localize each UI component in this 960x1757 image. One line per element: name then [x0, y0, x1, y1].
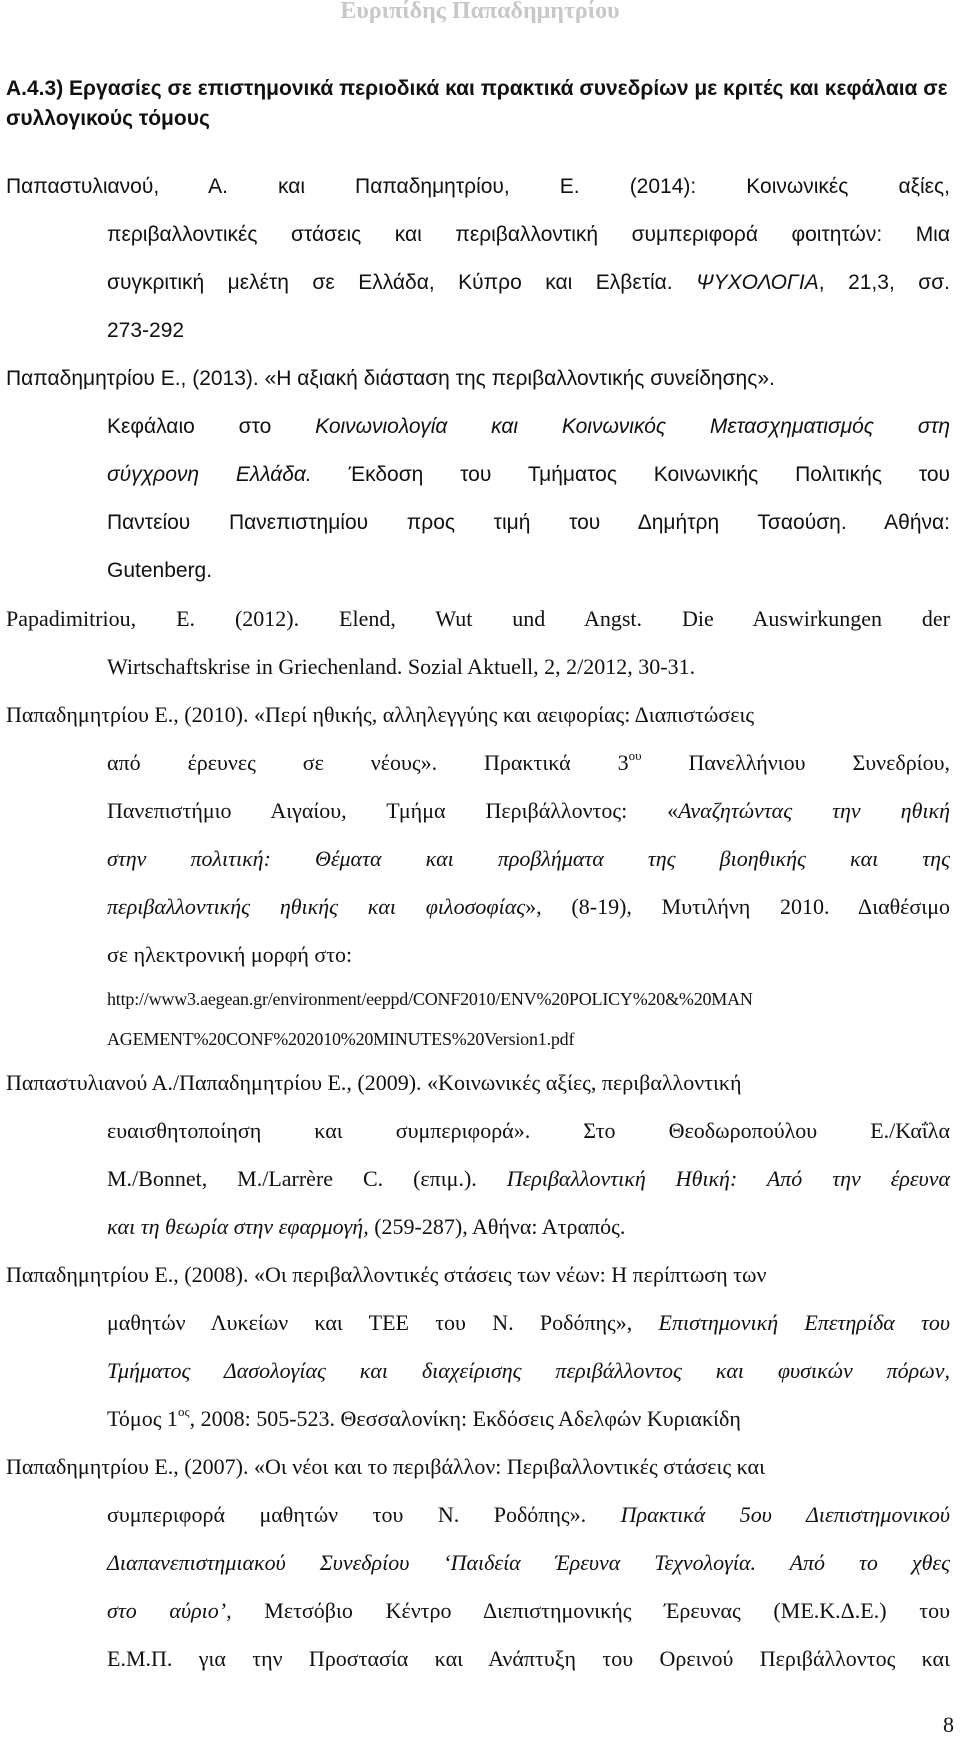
- ref-line: Παπαδημητρίου Ε., (2013). «Η αξιακή διάσταση της περιβαλλοντικής συνείδησης».: [6, 367, 775, 390]
- journal-title: Επιστημονική Επετηρίδα του: [658, 1310, 950, 1335]
- journal-title: ΨΥΧΟΛΟΓΙΑ: [696, 271, 819, 294]
- reference-item: [6, 595, 950, 691]
- ref-text: Έκδοση του Τμήματος Κοινωνικής Πολιτικής του: [311, 463, 951, 486]
- ref-line: [6, 1491, 950, 1539]
- ref-line: 273-292: [107, 319, 185, 342]
- ref-line: [6, 835, 950, 883]
- proceedings-title: Αναζητώντας την ηθική: [678, 798, 950, 823]
- ref-text: , 2008: 505-523. Θεσσαλονίκη: Εκδόσεις Αδελφών Κυριακίδη: [189, 1406, 741, 1431]
- ref-text: (259-287), Αθήνα: Ατραπός.: [368, 1214, 626, 1239]
- ref-text: Πανελλήνιου Συνεδρίου,: [641, 750, 950, 775]
- reference-item: [6, 355, 950, 595]
- book-title: και τη θεωρία στην εφαρμογή,: [107, 1214, 369, 1239]
- ref-line: Παπαδημητρίου Ε., (2008). «Οι περιβαλλοντικές στάσεις των νέων: Η περίπτωση των: [6, 1262, 767, 1287]
- superscript: ος: [177, 1404, 190, 1419]
- ref-line: Παπαστυλιανού Α./Παπαδημητρίου Ε., (2009). «Κοινωνικές αξίες, περιβαλλοντική: [6, 1070, 742, 1095]
- ref-line: Παπαστυλιανού, Α. και Παπαδημητρίου, Ε. (2014): Κοινωνικές αξίες,: [6, 175, 950, 198]
- ref-text: συμπεριφορά μαθητών του Ν. Ροδόπης».: [107, 1502, 621, 1527]
- ref-line: Gutenberg.: [107, 559, 213, 582]
- reference-item: [6, 1059, 950, 1251]
- ref-line: σε ηλεκτρονική μορφή στο:: [107, 942, 353, 967]
- proceedings-title: Πρακτικά 5ου Διεπιστημονικού: [620, 1502, 951, 1527]
- ref-line: Papadimitriou, E. (2012). Elend, Wut und Angst. Die Auswirkungen der: [6, 606, 950, 631]
- ref-line: Ε.Μ.Π. για την Προστασία και Ανάπτυξη του Ορεινού Περιβάλλοντος και: [107, 1646, 950, 1671]
- ref-text: », (8-19), Μυτιλήνη 2010. Διαθέσιμο: [525, 894, 950, 919]
- reference-list: [6, 163, 950, 1683]
- ref-line: [6, 1155, 950, 1203]
- journal-title: Τμήματος Δασολογίας και διαχείρισης περιβάλλοντος και φυσικών πόρων,: [107, 1358, 950, 1383]
- running-header: Ευριπίδης Παπαδημητρίου: [340, 0, 620, 24]
- ref-text: συγκριτική μελέτη σε Ελλάδα, Κύπρο και Ελβετία.: [107, 271, 697, 294]
- ref-line: Παπαδημητρίου Ε., (2007). «Οι νέοι και το περιβάλλον: Περιβαλλοντικές στάσεις και: [6, 1454, 765, 1479]
- ref-url[interactable]: AGEMENT%20CONF%202010%20MINUTES%20Version1.pdf: [107, 1029, 575, 1049]
- ref-line: [6, 787, 950, 835]
- ref-line: περιβαλλοντικές στάσεις και περιβαλλοντική συμπεριφορά φοιτητών: Μια: [107, 223, 950, 246]
- ref-line: [6, 1347, 950, 1395]
- ref-text: Πανεπιστήμιο Αιγαίου, Τμήμα Περιβάλλοντος: «: [107, 798, 679, 823]
- ref-line: [6, 451, 950, 499]
- ref-line: [6, 1299, 950, 1347]
- reference-item: [6, 691, 950, 1059]
- ref-line: ευαισθητοποίηση και συμπεριφορά». Στο Θεοδωροπούλου Ε./Καΐλα: [107, 1118, 950, 1143]
- ref-line: [6, 403, 950, 451]
- ref-url[interactable]: http://www3.aegean.gr/environment/eeppd/CONF2010/ENV%20POLICY%20&%20MAN: [107, 989, 753, 1009]
- proceedings-title: στο αύριο’,: [107, 1598, 232, 1623]
- section-heading: Α.4.3) Εργασίες σε επιστημονικά περιοδικά και πρακτικά συνεδρίων με κριτές και κεφάλαια σε συλλογικούς τόμους: [6, 77, 948, 130]
- ref-text: M./Bonnet, M./Larrère C. (επιμ.).: [107, 1166, 507, 1191]
- ref-line: [6, 1203, 950, 1251]
- book-title: Κοινωνιολογία και Κοινωνικός Μετασχηματισμός στη: [315, 415, 950, 438]
- ref-text: Τόμος 1: [107, 1406, 178, 1431]
- ref-line: [6, 739, 950, 787]
- ref-line: [6, 1539, 950, 1587]
- ref-line: Παπαδημητρίου Ε., (2010). «Περί ηθικής, αλληλεγγύης και αειφορίας: Διαπιστώσεις: [6, 702, 755, 727]
- reference-item: [6, 1443, 950, 1683]
- ref-line: [6, 883, 950, 931]
- ref-line: Παντείου Πανεπιστημίου προς τιμή του Δημήτρη Τσαούση. Αθήνα:: [107, 511, 950, 534]
- ref-text: Μετσόβιο Κέντρο Διεπιστημονικής Έρευνας (ΜΕ.Κ.Δ.Ε.) του: [231, 1598, 950, 1623]
- ref-text: από έρευνες σε νέους». Πρακτικά 3: [107, 750, 629, 775]
- proceedings-title: στην πολιτική: Θέματα και προβλήματα της βιοηθικής και της: [107, 846, 950, 871]
- reference-item: [6, 1251, 950, 1443]
- ref-line: Wirtschaftskrise in Griechenland. Sozial Aktuell, 2, 2/2012, 30-31.: [107, 654, 696, 679]
- proceedings-title: Διαπανεπιστημιακού Συνεδρίου ‘Παιδεία Έρευνα Τεχνολογία. Από το χθες: [107, 1550, 950, 1575]
- proceedings-title: περιβαλλοντικής ηθικής και φιλοσοφίας: [107, 894, 526, 919]
- ref-text: , 21,3, σσ.: [818, 271, 950, 294]
- reference-item: [6, 163, 950, 355]
- ref-line: [6, 1587, 950, 1635]
- ref-line: [6, 259, 950, 307]
- ref-text: μαθητών Λυκείων και ΤΕΕ του Ν. Ροδόπης»,: [107, 1310, 659, 1335]
- book-title: σύγχρονη Ελλάδα.: [107, 463, 312, 486]
- page-number: 8: [943, 1712, 954, 1737]
- superscript: ου: [628, 748, 642, 763]
- book-title: Περιβαλλοντική Ηθική: Από την έρευνα: [506, 1166, 951, 1191]
- ref-line: [6, 1395, 950, 1443]
- ref-text: Κεφάλαιο στο: [107, 415, 316, 438]
